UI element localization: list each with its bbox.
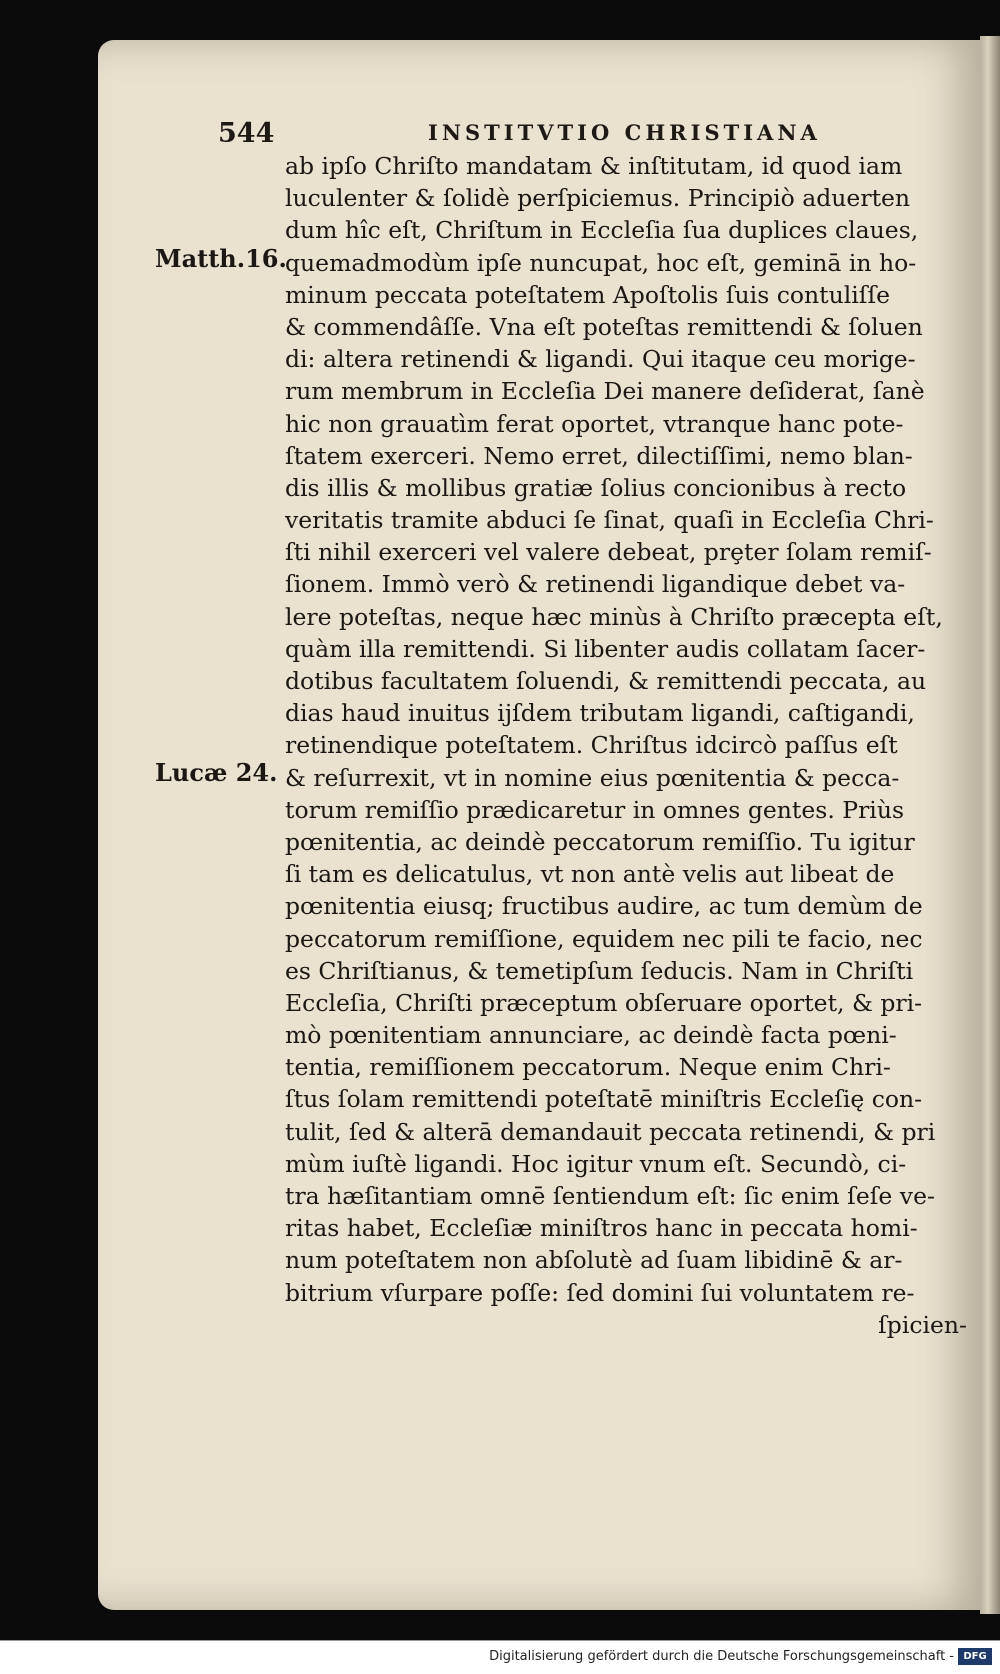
- text-line: dis illis & mollibus gratiæ ſolius concionibus à recto: [285, 473, 907, 502]
- running-title: INSTITVTIO CHRISTIANA: [428, 120, 821, 145]
- text-line: ſionem. Immò verò & retinendi ligandique debet va-: [285, 570, 906, 599]
- text-line: dotibus facultatem ſoluendi, & remittendi peccata, au: [285, 667, 927, 695]
- text-line: luculenter & ſolidè perſpiciemus. Principiò aduerten: [285, 184, 911, 213]
- dfg-logo: DFG: [958, 1648, 992, 1665]
- text-line: ſtatem exerceri. Nemo erret, dilectiſſimi, nemo blan-: [285, 441, 913, 470]
- text-line: ab ipſo Chriſto mandatam & inſtitutam, id quod iam: [285, 152, 903, 180]
- text-line: tulit, ſed & alterā demandauit peccata retinendi, & pri: [285, 1117, 936, 1146]
- body-text: [285, 150, 975, 1341]
- text-line: ritas habet, Eccleſiæ miniſtros hanc in peccata homi-: [285, 1214, 918, 1243]
- text-line: tentia, remiſſionem peccatorum. Neque enim Chri-: [285, 1053, 891, 1082]
- text-line: pœnitentia, ac deindè peccatorum remiſſio. Tu igitur: [285, 827, 915, 856]
- text-line: pœnitentia eiusq; fructibus audire, ac tum demùm de: [285, 892, 923, 921]
- text-line: tra hæſitantiam omnē ſentiendum eſt: ſic enim ſeſe ve-: [285, 1182, 935, 1210]
- text-line: ſi tam es delicatulus, vt non antè velis aut libeat de: [285, 860, 895, 889]
- margin-note-lucae: Lucæ 24.: [155, 758, 278, 787]
- text-line: es Chriſtianus, & temetipſum ſeducis. Nam in Chriſti: [285, 956, 914, 985]
- text-line: di: altera retinendi & ligandi. Qui itaque ceu morige-: [285, 345, 916, 374]
- text-line: Eccleſia, Chriſti præceptum obſeruare oportet, & pri-: [285, 988, 923, 1017]
- page-header: [218, 118, 838, 154]
- page-number: 544: [218, 118, 275, 149]
- digitization-footer: [0, 1640, 1000, 1674]
- text-line: peccatorum remiſſione, equidem nec pili te facio, nec: [285, 924, 923, 953]
- text-line: dum hîc eſt, Chriſtum in Eccleſia ſua duplices claues,: [285, 216, 919, 245]
- text-line: & reſurrexit, vt in nomine eius pœnitentia & pecca-: [285, 763, 900, 792]
- text-line: mùm iuſtè ligandi. Hoc igitur vnum eſt. Secundò, ci-: [285, 1149, 907, 1178]
- text-line: dias haud inuitus ijſdem tributam ligandi, caſtigandi,: [285, 699, 915, 728]
- text-line: ſti nihil exerceri vel valere debeat, prȩter ſolam remiſ-: [285, 538, 932, 567]
- text-line: veritatis tramite abduci ſe ſinat, quaſi in Eccleſia Chri-: [285, 506, 934, 535]
- text-line: bitrium vſurpare poſſe: ſed domini ſui voluntatem re-: [285, 1278, 915, 1307]
- text-line: lere poteſtas, neque hæc minùs à Chriſto præcepta eſt,: [285, 602, 943, 631]
- text-line: hic non grauatìm ferat oportet, vtranque hanc pote-: [285, 409, 904, 438]
- text-line: retinendique poteſtatem. Chriſtus idcircò paſſus eſt: [285, 731, 898, 760]
- text-line: & commendâſſe. Vna eſt poteſtas remittendi & ſoluen: [285, 312, 923, 341]
- text-line: quemadmodùm ipſe nuncupat, hoc eſt, geminā in ho-: [285, 248, 917, 277]
- text-line: num poteſtatem non abſolutè ad ſuam libidinē & ar-: [285, 1246, 903, 1275]
- margin-note-matth: Matth.16.: [155, 244, 287, 273]
- text-line: mò pœnitentiam annunciare, ac deindè facta pœni-: [285, 1021, 897, 1050]
- text-line: ſpicien-: [878, 1310, 967, 1339]
- text-line: ſtus ſolam remittendi poteſtatē miniſtris Eccleſię con-: [285, 1085, 923, 1114]
- text-line: torum remiſſio prædicaretur in omnes gentes. Priùs: [285, 795, 905, 824]
- funding-credit: Digitalisierung gefördert durch die Deutsche Forschungsgemeinschaft -: [489, 1649, 954, 1664]
- text-line: rum membrum in Eccleſia Dei manere deſiderat, ſanè: [285, 377, 925, 406]
- text-line: minum peccata poteſtatem Apoſtolis ſuis contuliſſe: [285, 280, 891, 309]
- text-line: quàm illa remittendi. Si libenter audis collatam ſacer-: [285, 634, 926, 663]
- page-edge: [980, 36, 1000, 1614]
